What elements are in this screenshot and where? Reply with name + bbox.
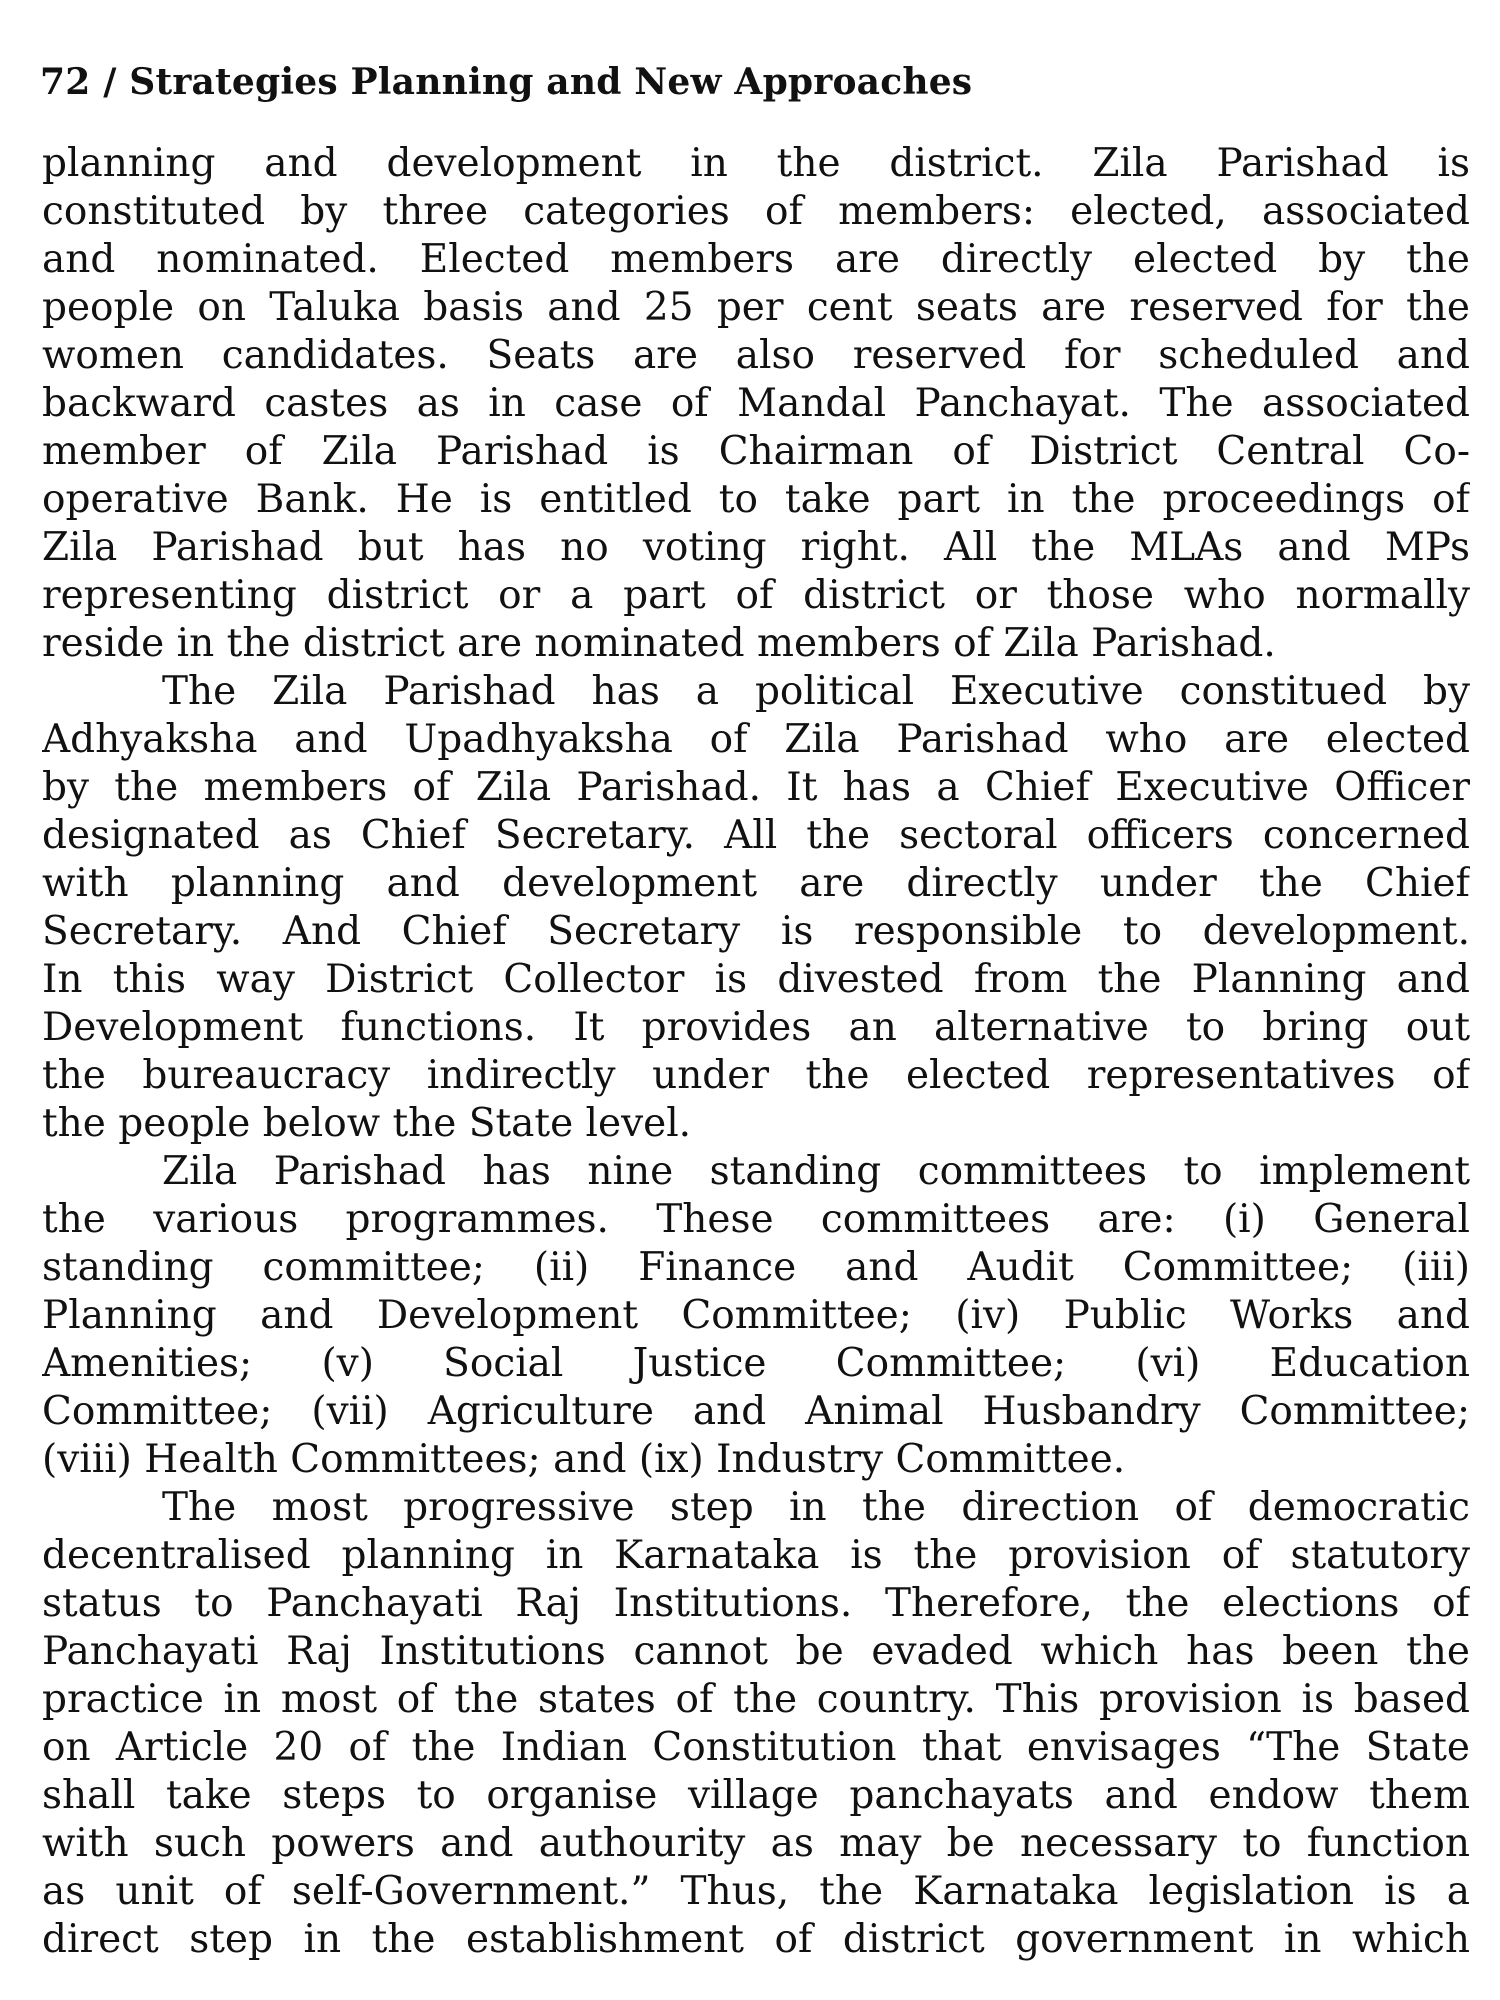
text-line: constituted by three categories of members: elected, associated [42, 189, 1470, 234]
text-line: designated as Chief Secretary. All the sectoral officers concerned [42, 813, 1470, 858]
text-line: The Zila Parishad has a political Executive constitued by [162, 669, 1470, 714]
text-line: women candidates. Seats are also reserved for scheduled and [42, 333, 1470, 378]
text-line: on Article 20 of the Indian Constitution that envisages “The State [42, 1725, 1470, 1770]
paragraph [42, 140, 1470, 668]
text-line: with such powers and authourity as may be necessary to function [42, 1821, 1470, 1866]
text-line: Zila Parishad has nine standing committees to implement [162, 1149, 1470, 1194]
text-line: with planning and development are directly under the Chief [42, 861, 1470, 906]
text-line: by the members of Zila Parishad. It has a Chief Executive Officer [42, 765, 1470, 810]
text-line: member of Zila Parishad is Chairman of District Central Co- [42, 429, 1470, 474]
text-line: representing district or a part of district or those who normally [42, 573, 1470, 618]
text-line: people on Taluka basis and 25 per cent seats are reserved for the [42, 285, 1470, 330]
text-line: In this way District Collector is divested from the Planning and [42, 957, 1470, 1002]
text-line: shall take steps to organise village panchayats and endow them [42, 1773, 1470, 1818]
text-line: Panchayati Raj Institutions cannot be evaded which has been the [42, 1629, 1470, 1674]
text-line: Adhyaksha and Upadhyaksha of Zila Parishad who are elected [42, 717, 1470, 762]
text-line: (viii) Health Committees; and (ix) Industry Committee. [42, 1437, 1126, 1482]
text-line: operative Bank. He is entitled to take part in the proceedings of [42, 477, 1470, 522]
text-line: Amenities; (v) Social Justice Committee; (vi) Education [42, 1341, 1470, 1386]
text-line: the various programmes. These committees are: (i) General [42, 1197, 1470, 1242]
text-line: The most progressive step in the direction of democratic [162, 1485, 1470, 1530]
text-line: status to Panchayati Raj Institutions. Therefore, the elections of [42, 1581, 1470, 1626]
text-line: backward castes as in case of Mandal Panchayat. The associated [42, 381, 1470, 426]
text-line: as unit of self-Government.” Thus, the Karnataka legislation is a [42, 1869, 1470, 1914]
paragraph [42, 668, 1470, 1148]
paragraph [42, 1484, 1470, 1964]
text-line: Zila Parishad but has no voting right. All the MLAs and MPs [42, 525, 1470, 570]
body-text [42, 140, 1470, 1964]
text-line: Secretary. And Chief Secretary is responsible to development. [42, 909, 1470, 954]
text-line: standing committee; (ii) Finance and Audit Committee; (iii) [42, 1245, 1470, 1290]
text-line: reside in the district are nominated members of Zila Parishad. [42, 621, 1276, 666]
text-line: Committee; (vii) Agriculture and Animal Husbandry Committee; [42, 1389, 1470, 1434]
text-line: the people below the State level. [42, 1101, 692, 1146]
text-line: the bureaucracy indirectly under the elected representatives of [42, 1053, 1470, 1098]
text-line: and nominated. Elected members are directly elected by the [42, 237, 1470, 282]
text-line: Planning and Development Committee; (iv) Public Works and [42, 1293, 1470, 1338]
paragraph [42, 1148, 1470, 1484]
text-line: Development functions. It provides an alternative to bring out [42, 1005, 1470, 1050]
text-line: decentralised planning in Karnataka is the provision of statutory [42, 1533, 1470, 1578]
text-line: practice in most of the states of the country. This provision is based [42, 1677, 1470, 1722]
text-line: direct step in the establishment of district government in which [42, 1917, 1470, 1962]
running-head: 72 / Strategies Planning and New Approaches [40, 61, 973, 103]
text-line: planning and development in the district. Zila Parishad is [42, 141, 1470, 186]
